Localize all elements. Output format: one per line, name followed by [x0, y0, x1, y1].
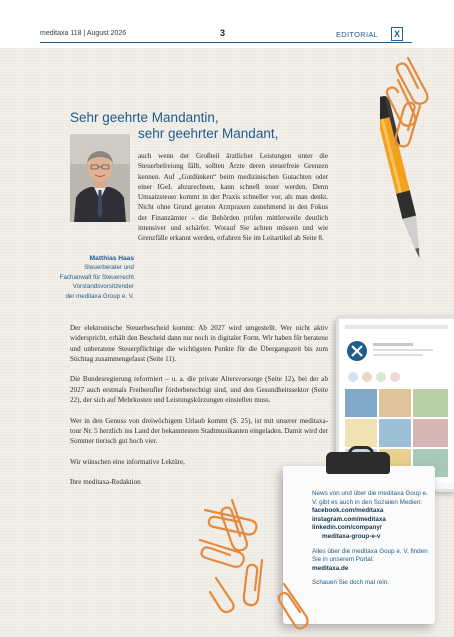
page-header [0, 0, 454, 48]
linkedin-link-continued[interactable]: meditaxa-group-e-v [322, 532, 381, 540]
author-role-line: der meditaxa Group e. V. [65, 292, 134, 300]
portrait-illustration [70, 134, 130, 222]
portal-text: Alles über die meditaxa Goup e. V. finden Sie in unserem Portal: [312, 547, 428, 564]
letter-body-narrow [138, 151, 328, 254]
clipboard-clip [326, 452, 390, 474]
letter-paragraph: auch wenn der Großteil ärztlicher Leistungen unter die Steuerbefreiung fällt, sollten Ärzte deren steuerfreie Grenzen kennen. Auf „Gutdünken“ beim medizinischen Gutachten oder einer IGeL abzurechnen, kann schnell teuer werden. Denn Umsatzsteuer kommt in der Praxis schneller vor, als man denkt. Nicht ohne Grund geraten Arztpraxen zunehmend in den Fokus der Finanzämter – die Behörden prüfen mittlerweile deutlich intensiver und schärfer. Worauf Sie achten müssen und wie Grenzfälle erkannt werden, erfahren Sie im Leitartikel ab Seite 8. [138, 152, 328, 243]
letter-signature: Ihre meditaxa-Redaktion [70, 478, 141, 487]
portal-link[interactable]: meditaxa.de [312, 564, 349, 572]
section-label: EDITORIAL [336, 30, 379, 39]
author-caption [38, 254, 134, 301]
letter-paragraph: Wer in den Genuss von dreiwöchigem Urlaub kommt (S. 25), ist mit unserer meditaxa-tour Nr. 5 herzlich ins Land der bekanntesten Stadtmusikanten eingeladen. Damit wird der Sommer tierisch gut hoch vier. [70, 416, 328, 446]
issue-info: meditaxa 118 | August 2026 [40, 30, 127, 37]
instagram-link[interactable]: instagram.com/meditaxa [312, 515, 386, 523]
salutation-line-1: Sehr geehrte Mandantin, [70, 110, 219, 125]
letter-paragraph: Der elektronische Steuerbescheid kommt: Ab 2027 wird umgestellt. Wer nicht aktiv widerspricht, erhält den Bescheid dann nur noch in digitaler Form. Wir haben für beratene und unberatene Steuerpflichtige die wichtigsten Punkte für die Übergangszeit bis zum Stichtag zusammengefasst (Seite 11). [70, 324, 328, 363]
section-mark: X [391, 27, 403, 41]
letter-paragraph: Die Bundesregierung reformiert – u. a. die private Altersvorsorge (Seite 12), bei der ab 2027 auch erstmals Freiberufler förderberechtigt sind, und den Gesundheitssektor (Seite 22), der sich auf Mehrkosten und Leistungskürzungen einstellen muss. [70, 375, 328, 405]
author-role-line: Fachanwalt für Steuerrecht [59, 273, 134, 281]
note-intro: News von und über die meditaxa Goup e. V. gibt es auch in den Sozialen Medien: [312, 490, 428, 506]
pen-illustration [380, 92, 424, 268]
letter-closing: Wir wünschen eine informative Lektüre, [70, 457, 185, 466]
facebook-link[interactable]: facebook.com/meditaxa [312, 507, 384, 515]
author-photo [70, 134, 130, 222]
page-number: 3 [220, 28, 226, 38]
author-role-line: Steuerberater und [84, 264, 134, 272]
linkedin-link[interactable]: linkedin.com/company/ [312, 524, 382, 532]
salutation-line-2: sehr geehrter Mandant, [138, 126, 279, 141]
author-role-line: Vorstandsvorsitzender [72, 283, 134, 291]
social-media-note [312, 490, 432, 588]
author-name: Matthias Haas [89, 255, 134, 262]
header-rule [40, 42, 412, 43]
note-closing: Schauen Sie doch mal rein. [312, 579, 390, 587]
